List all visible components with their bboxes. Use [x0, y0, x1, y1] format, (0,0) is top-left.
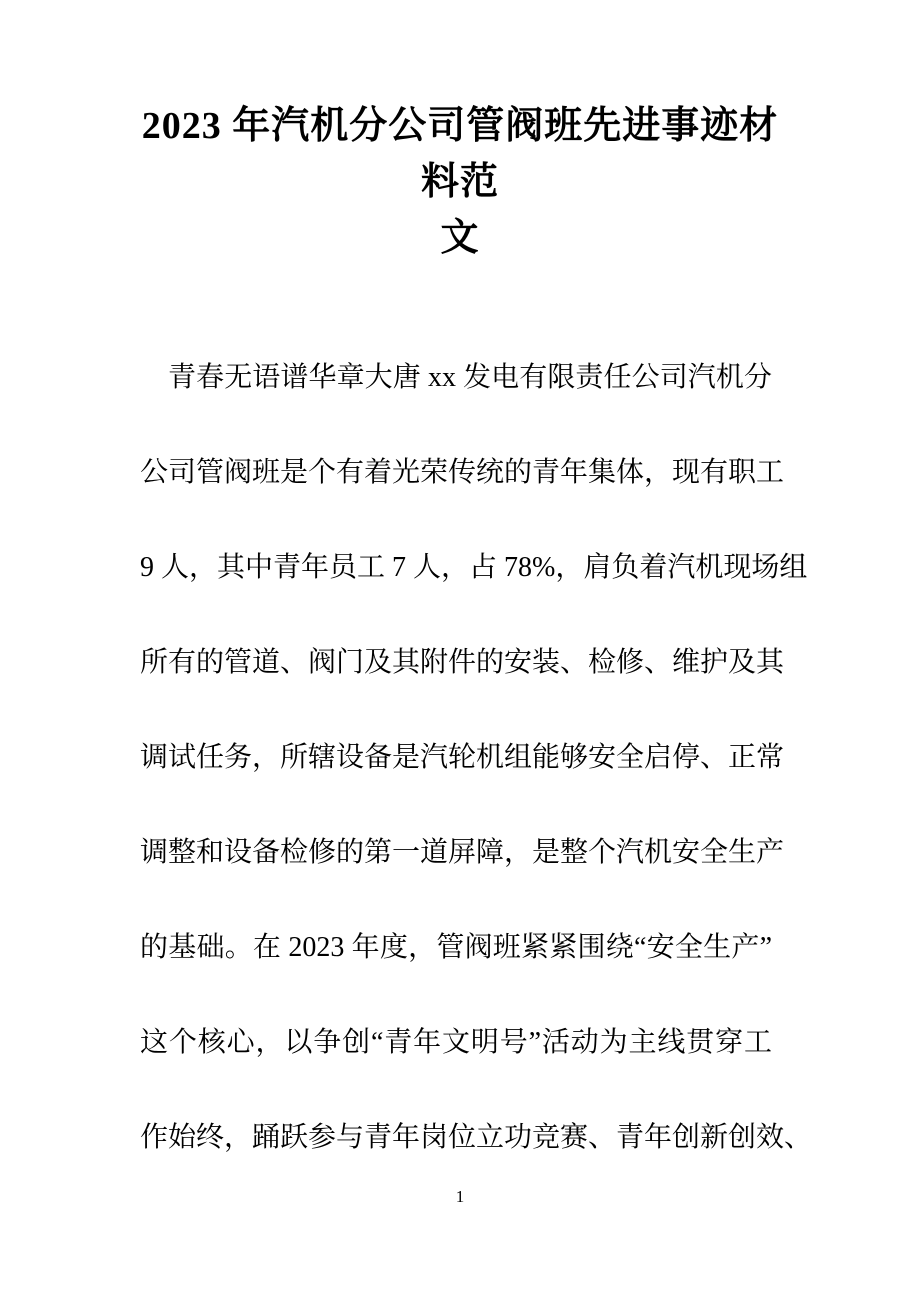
document-title — [130, 98, 790, 266]
body-line: 公司管阀班是个有着光荣传统的青年集体，现有职工 — [140, 457, 785, 488]
title-line-2: 文 — [440, 217, 480, 259]
body-line: 青春无语谱华章大唐 xx 发电有限责任公司汽机分 — [168, 362, 772, 393]
page-number: 1 — [455, 1187, 465, 1206]
body-line: 作始终，踊跃参与青年岗位立功竞赛、青年创新创效、 — [140, 1122, 813, 1153]
body-line: 调试任务，所辖设备是汽轮机组能够安全启停、正常 — [140, 742, 785, 773]
title-line-1: 2023 年汽机分公司管阀班先进事迹材料范 — [141, 105, 779, 203]
body-line: 这个核心，以争创“青年文明号”活动为主线贯穿工 — [140, 1027, 772, 1058]
body-line: 9 人，其中青年员工 7 人，占 78%，肩负着汽机现场组 — [140, 552, 808, 583]
body-line: 调整和设备检修的第一道屏障，是整个汽机安全生产 — [140, 837, 785, 868]
document-body-paragraph — [140, 330, 813, 1185]
body-line: 的基础。在 2023 年度，管阀班紧紧围绕“安全生产” — [140, 932, 772, 963]
body-line: 所有的管道、阀门及其附件的安装、检修、维护及其 — [140, 647, 785, 678]
